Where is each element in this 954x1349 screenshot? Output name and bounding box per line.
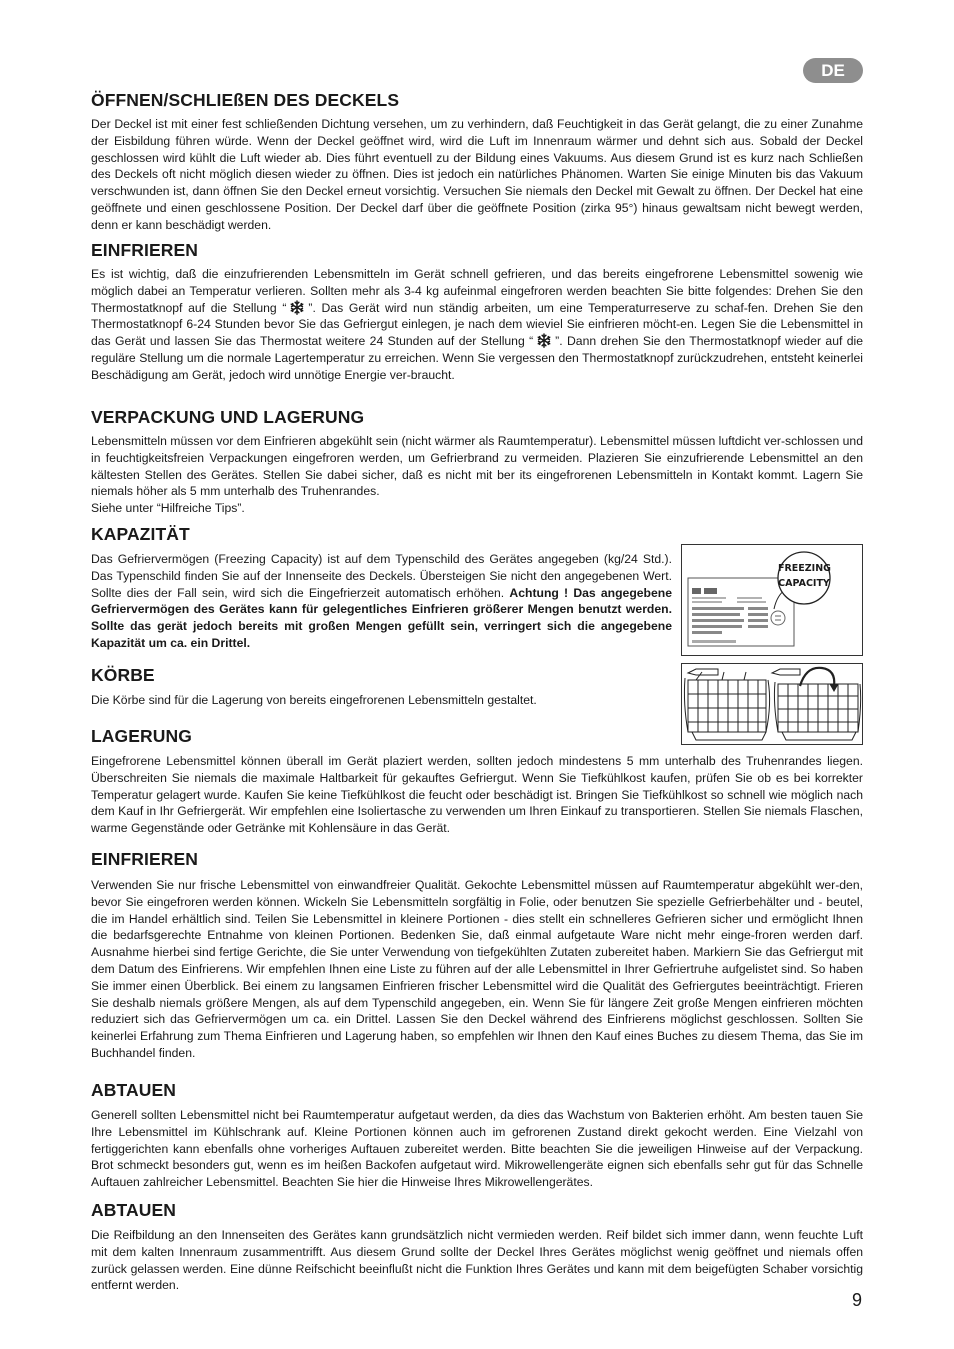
paragraph-defrost-appliance: Die Reifbildung an den Innenseiten des Gerätes kann grundsätzlich nicht vermieden werden. Reif bildet sich immer dann, wenn feuchte Luft mit dem kalten Innenraum zusammentrifft. Aus diesem Grund sollte der Deckel Ihres Gerätes möglichst wenig geöffnet und niemals offen zurück gelassen werden. Eine dünne Reifschicht beeinflußt nicht die Funktion Ihres Gerätes und kann mit dem beigefügten Schaber vorsichtig entfernt werden. (91, 1228, 863, 1293)
heading-defrost-appliance: ABTAUEN (91, 1200, 176, 1220)
paragraph-baskets: Die Körbe sind für die Lagerung von bereits eingefrorenen Lebensmitteln gestaltet. (91, 693, 537, 707)
paragraph-packaging-storage-note: Siehe unter “Hilfreiche Tips”. (91, 501, 245, 516)
rating-plate-illustration (681, 544, 863, 656)
paragraph-capacity-main: Das Gefriervermögen (Freezing Capacity) ist auf dem Typenschild des Gerätes angegeben (kg/24 Std.). Das Typenschild finden Sie auf der Innenseite des Deckels. Übersteigen Sie nicht den angegebenen Wert. Sollte dies der Fall sein, wird sich die Eingefrierzeit automatisch erhöhen. (91, 552, 672, 600)
basket-illustration (681, 663, 863, 745)
paragraph-packaging-storage-main: Lebensmitteln müssen vor dem Einfrieren abgekühlt sein (nicht wärmer als Raumtemperatur). Lebensmittel müssen luftdicht ver-schlossen und in feuchtigkeitsfreien Verpackungen eingefroren werden, um Gefrierbrand zu vermeiden. Plazieren Sie einzufrierende Lebensmittel an den kältesten Stellen des Gerätes. Stellen Sie dabei sicher, daß es nicht mit ber its eingefrorenen Lebensmitteln in Kontakt kommt. Lagern Sie niemals höher als 5 mm unterhalb des Truhenrandes. (91, 434, 863, 499)
paragraph-storage: Eingefrorene Lebensmittel können überall im Gerät plaziert werden, sollten jedoch mindestens 5 mm unterhalb des Truhenrandes liegen. Überschreiten Sie niemals die maximale Haltbarkeit für gekauftes Gefriergut. Wenn Sie Tiefkühlkost kaufen, prüfen Sie ob es bei korrekter Temperatur gelagert wurde. Kaufen Sie keine Tiefkühlkost die feucht oder beschädigt ist. Bringen Sie Tiefkühlkost so schnell wie möglich nach dem Kauf in Ihr Gefriergerät. Wir empfehlen eine Isoliertasche zu verwenden um Ihren Einkauf zu transportieren. Stellen Sie niemals Flaschen, warme Gegenstände oder Getränke mit Kohlensäure in das Gerät. (91, 754, 863, 836)
heading-freezing-2: EINFRIEREN (91, 849, 198, 869)
language-badge: DE (803, 58, 863, 83)
snowflake-icon (536, 333, 552, 348)
heading-storage: LAGERUNG (91, 726, 192, 746)
paragraph-capacity (91, 551, 672, 652)
freezing-capacity-line1: FREEZING (778, 563, 831, 574)
heading-packaging-storage: VERPACKUNG UND LAGERUNG (91, 407, 365, 427)
paragraph-freezing-2: Verwenden Sie nur frische Lebensmittel von einwandfreier Qualität. Gekochte Lebensmittel müssen auf Raumtemperatur abgekühlt wer-den, bevor Sie eingefroren werden können. Wickeln Sie Lebensmitteln sorgfältig in Folie, oder benutzen Sie spezielle Gefrierbehälter und - beutel, die im Handel erhältlich sind. Teilen Sie Lebensmittel in kleinere Portionen - dies stellt ein schnelleres Gefrieren sicher und ermöglicht Ihnen die bedarfsgerechte Entnahme von kleinen Portionen. Bedenken Sie, daß einmal aufgetaute Ware nicht mehr einge-froren werden darf. Ausnahme hierbei sind fertige Gerichte, die Sie unter Verwendung von tiefgekühlten Zutaten zubereitet haben. Markiern Sie das Gefriergut mit dem Datum des Einfrierens. Wir empfehlen Ihnen eine Liste zu führen auf der alle Lebensmittel in Ihrer Gefriertruhe aufgelistet sind. So haben Sie immer einen Überblick. Bei einem zu langsamen Einfrieren frischer Lebensmittel wird die Qualität des Gefriergutes beeinträchtigt. Frieren Sie deshalb niemals größere Mengen, als auf dem Typenschild angegeben, ein. Wenn Sie für längere Zeit große Mengen einfrieren möchten reduziert sich das Gefriervermögen um ca. ein Drittel. Lassen Sie den Deckel während des Einfrierens möglichst geschlossen. Sollten Sie keinerlei Erfahrung zum Thema Einfrieren und Lagerung haben, so empfehlen wir Ihnen den Kauf eines Buches zu diesem Thema, das Sie im Buchhandel finden. (91, 878, 863, 1060)
paragraph-capacity-warning: Achtung ! Das angegebene Gefriervermögen des Gerätes kann für gelegentliches Einfrieren größerer Mengen benutzt werden. Sollte das gerät jedoch bereits mit großen Mengen gefüllt sein, verringert sich die angegebene Kapazität um ca. ein Drittel. (91, 585, 673, 650)
paragraph-defrost-food: Generell sollten Lebensmittel nicht bei Raumtemperatur aufgetaut werden, da dies das Wachstum von Bakterien erhöht. Am besten tauen Sie Ihre Lebensmittel im Kühlschrank auf. Kleine Portionen können auch im gefrorenen Zustand direkt gekocht werden. Eine Vielzahl von fertiggerichten kann ebenfalls ohne vorheriges Auftauen zubereitet werden. Bitte beachten Sie die jeweiligen Hinweise auf der Verpackung. Brot schmeckt besonders gut, wenn es im heißen Backofen aufgetaut wird. Mikrowellengeräte eignen sich ebenfalls sehr gut für das Schnelle Auftauen zahlreicher Lebensmittel. Beachten Sie hier die Hinweise Ihres Mikrowellengerätes. (91, 1108, 863, 1190)
rating-plate-drawing (682, 545, 862, 655)
heading-freezing-1: EINFRIEREN (91, 240, 198, 260)
page-number: 9 (852, 1290, 863, 1310)
heading-baskets: KÖRBE (91, 665, 155, 685)
snowflake-icon (289, 300, 305, 315)
heading-defrost-food: ABTAUEN (91, 1080, 176, 1100)
paragraph-freezing-1 (91, 266, 863, 384)
heading-capacity: KAPAZITÄT (91, 524, 190, 544)
paragraph-freezing-1-part-b: ”. Das Gerät wird nun ständig arbeiten, um eine Temperaturreserve zu schaf-fen. Drehen Sie den Thermostatknopf 6-24 Stunden bevor Sie das Gefriergut einlegen, je nach dem wieviel Sie einfrieren möcht-en. Legen Sie die Lebensmittel in das Gerät und lassen Sie das Thermostat weitere 24 Stunden auf der Stellung “ (91, 300, 863, 349)
freezing-capacity-line2: CAPACITY (778, 578, 830, 589)
paragraph-freezing-1-part-c: ”. Dann drehen Sie den Thermostatknopf wieder auf die reguläre Stellung um die normale Lagertemperatur zu erreichen. Wenn Sie vergessen den Thermostatknopf zurückzudrehen, entsteht keinerlei Beschädigung am Gerät, jedoch wird unnötige Energie ver-braucht. (91, 334, 863, 382)
heading-lid-opening: ÖFFNEN/SCHLIEßEN DES DECKELS (91, 90, 400, 110)
basket-drawing (682, 664, 862, 744)
paragraph-packaging-storage (91, 433, 863, 517)
freezing-capacity-label (778, 561, 830, 591)
paragraph-lid-opening: Der Deckel ist mit einer fest schließenden Dichtung versehen, um zu verhindern, daß Feuchtigkeit in das Gerät gelangt, die zu einer Zunahme der Eisbildung führen würde. Wenn der Deckel geöffnet wird, wird die Luft im Innenraum wärmer und dehnt sich aus. Sobald der Deckel geschlossen wird kühlt die Luft wieder ab. Dies führt eventuell zu der Bildung eines Vakuums. Aus diesem Grund ist es kurz nach Schließen des Deckels oft nicht möglich diesen wieder zu öffnen. Dies ist jedoch ein natürliches Phänomen. Warten Sie einige Minuten bis das Vakuum verschwunden ist, dann öffnen Sie den Deckel erneut vorsichtig. Versuchen Sie niemals den Deckel mit Gewalt zu öffnen. Der Deckel hat eine geöffnete und einen geschlossene Position. Der Deckel darf über die geöffnete Position (zirka 95°) hinaus gewaltsam nicht bewegt werden, denn er kann beschädigt werden. (91, 117, 863, 232)
paragraph-freezing-1-part-a: Es ist wichtig, daß die einzufrierenden Lebensmitteln im Gerät schnell gefrieren, und das bereits eingefrorene Lebensmittel sowenig wie möglich dabei an Temperatur verlieren. Sollten mehr als 3-4 kg aufeinmal eingefroren werden beachten Sie bitte folgendes: Drehen Sie den Thermostatknopf auf die Stellung “ (91, 267, 863, 315)
